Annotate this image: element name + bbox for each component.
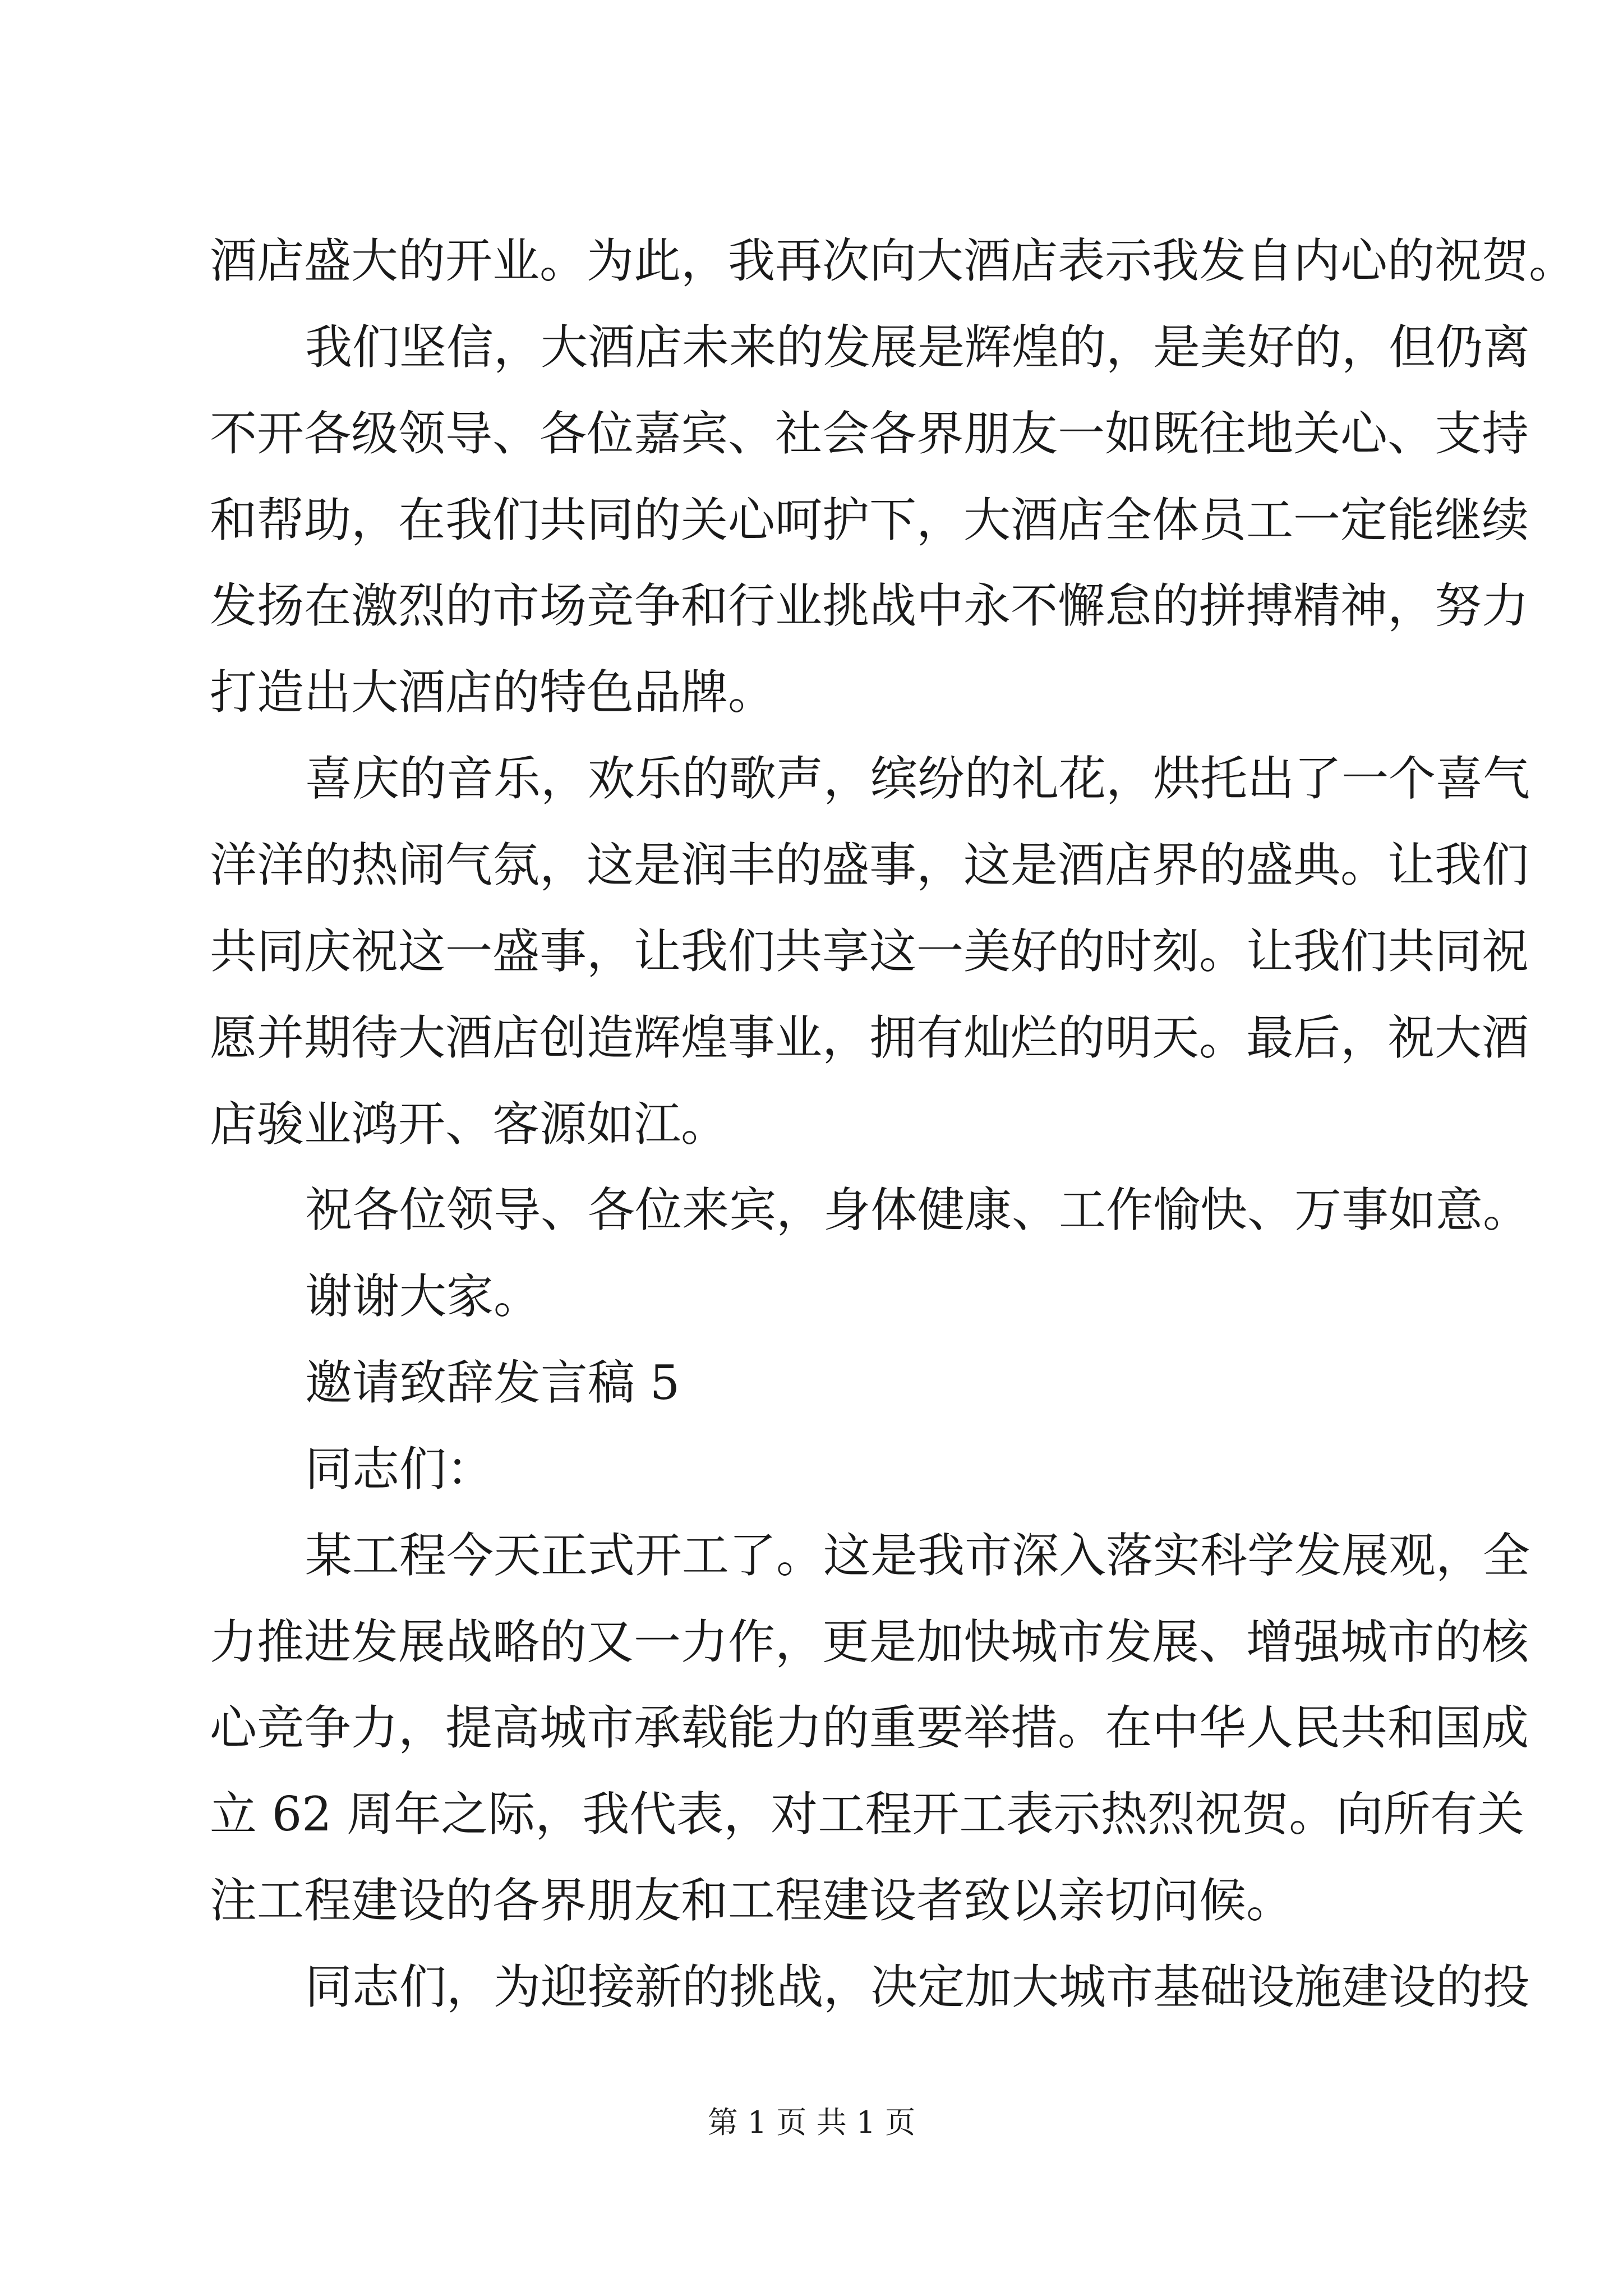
text-line: 注工程建设的各界朋友和工程建设者致以亲切问候。 xyxy=(210,1873,1294,1928)
text-line: 同志们，为迎接新的挑战，决定加大城市基础设施建设的投 xyxy=(305,1959,1530,2014)
text-line: 发扬在激烈的市场竞争和行业挑战中永不懈怠的拼搏精神，努力 xyxy=(210,578,1529,633)
text-line: 和帮助，在我们共同的关心呵护下，大酒店全体员工一定能继续 xyxy=(210,493,1529,547)
text-line: 祝各位领导、各位来宾，身体健康、工作愉快、万事如意。 xyxy=(305,1182,1530,1237)
text-line: 喜庆的音乐，欢乐的歌声，缤纷的礼花，烘托出了一个喜气 xyxy=(305,751,1530,806)
text-line: 我们坚信，大酒店未来的发展是辉煌的，是美好的，但仍离 xyxy=(305,320,1530,375)
page-footer: 第 1 页 共 1 页 xyxy=(707,2105,916,2140)
text-line: 洋洋的热闹气氛，这是润丰的盛事，这是酒店界的盛典。让我们 xyxy=(210,838,1529,892)
text-line: 心竞争力，提高城市承载能力的重要举措。在中华人民共和国成 xyxy=(210,1700,1529,1755)
section-heading: 邀请致辞发言稿 5 xyxy=(305,1355,680,1410)
salutation: 同志们： xyxy=(305,1442,494,1497)
text-line: 不开各级领导、各位嘉宾、社会各界朋友一如既往地关心、支持 xyxy=(210,406,1529,461)
text-line: 酒店盛大的开业。为此，我再次向大酒店表示我发自内心的祝贺。 xyxy=(210,233,1576,288)
text-line: 愿并期待大酒店创造辉煌事业，拥有灿烂的明天。最后，祝大酒 xyxy=(210,1010,1529,1065)
text-line: 谢谢大家。 xyxy=(305,1269,541,1324)
text-line: 力推进发展战略的又一力作，更是加快城市发展、增强城市的核 xyxy=(210,1614,1529,1669)
text-line: 立 62 周年之际，我代表，对工程开工表示热烈祝贺。向所有关 xyxy=(210,1787,1525,1842)
text-line: 店骏业鸿开、客源如江。 xyxy=(210,1097,728,1152)
text-line: 某工程今天正式开工了。这是我市深入落实科学发展观，全 xyxy=(305,1528,1530,1583)
text-line: 共同庆祝这一盛事，让我们共享这一美好的时刻。让我们共同祝 xyxy=(210,924,1529,979)
text-line: 打造出大酒店的特色品牌。 xyxy=(210,665,776,720)
